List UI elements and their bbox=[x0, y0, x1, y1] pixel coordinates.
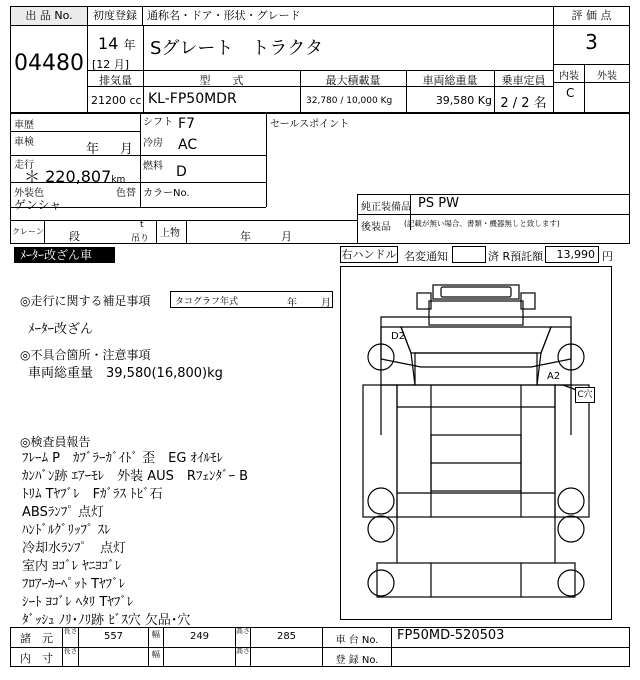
aircon: AC bbox=[178, 137, 198, 153]
inspection-label: 車検 bbox=[14, 137, 34, 148]
driving-header: ◎走行に関する補足事項 bbox=[20, 294, 151, 308]
tacho-year: 年 bbox=[287, 298, 297, 309]
equipment-label: 純正装備品 bbox=[361, 202, 411, 213]
displacement-label: 排気量 bbox=[99, 74, 132, 87]
crane-hang: 吊り bbox=[131, 234, 150, 244]
recycle-unit: 円 bbox=[602, 250, 613, 263]
interior-length-label: 長さ bbox=[63, 647, 78, 655]
tacho-label: タコグラフ年式 bbox=[175, 297, 239, 307]
right-handle: 右ハンドル bbox=[341, 248, 397, 261]
upper-label: 上物 bbox=[160, 228, 180, 239]
recycle-amount: 13,990 bbox=[545, 246, 599, 263]
chassis-label: 車 台 No. bbox=[335, 635, 379, 646]
model-label: 型 式 bbox=[199, 74, 244, 87]
interior-label: 内装 bbox=[559, 71, 579, 82]
height: 285 bbox=[276, 631, 297, 642]
inspector-line: 室内 ﾖｺﾞﾚ ﾔﾆﾖｺﾞﾚ bbox=[22, 559, 122, 574]
inspector-line: 冷却水ﾗﾝﾌﾟ 点灯 bbox=[22, 541, 127, 556]
crane-label: クレーン bbox=[12, 227, 44, 236]
recycle-label: 済 R預託額 bbox=[488, 250, 544, 263]
capacity: 2 / 2 名 bbox=[500, 96, 547, 111]
interior-height-label: 高さ bbox=[236, 647, 250, 655]
score: 3 bbox=[585, 30, 598, 54]
tampered-badge: ﾒｰﾀｰ改ざん車 bbox=[14, 247, 115, 263]
color-label: 外装色 bbox=[14, 188, 44, 199]
inspector-line: ｶﾝﾊﾞﾝ跡 ｴｱｰﾓﾚ 外装 AUS Rﾌｪﾝﾀﾞｰ B bbox=[22, 469, 249, 484]
displacement: 21200 cc bbox=[91, 94, 142, 107]
crane-ton: t bbox=[140, 220, 144, 230]
length-label: 長さ bbox=[63, 627, 78, 635]
mileage: ＊ 220,807km bbox=[24, 167, 126, 186]
inspector-line: ﾊﾝﾄﾞﾙｸﾞﾘｯﾌﾟ ｽﾚ bbox=[22, 523, 111, 538]
tacho-month: 月 bbox=[321, 298, 331, 309]
inspection-year-unit: 年 bbox=[86, 142, 100, 157]
first-reg-month: [12 月] bbox=[92, 58, 130, 71]
upper-month: 月 bbox=[281, 230, 292, 243]
inspector-line: ﾌﾛｱｰｶｰﾍﾟｯﾄ Tﾔﾌﾞﾚ bbox=[22, 577, 126, 592]
exterior-label: 外装 bbox=[597, 71, 617, 82]
inspector-line: ﾄﾘﾑ Tﾔﾌﾞﾚ Fｶﾞﾗｽ ﾄﾋﾞ石 bbox=[22, 487, 163, 502]
name-label: 通称名・ドア・形状・グレード bbox=[143, 7, 553, 26]
height-label: 高さ bbox=[236, 627, 250, 635]
inspector-line: ﾀﾞｯｼｭ ﾉﾘ･ﾉﾘ跡 ﾋﾞｽ穴 欠品･穴 bbox=[22, 613, 191, 628]
max-load: 32,780 / 10,000 Kg bbox=[306, 96, 393, 106]
capacity-label: 乗車定員 bbox=[501, 74, 546, 87]
interior-grade: C bbox=[566, 86, 575, 100]
max-load-label: 最大積載量 bbox=[325, 74, 381, 87]
vehicle-diagram bbox=[340, 266, 612, 620]
history-label: 車歴 bbox=[14, 120, 34, 131]
inspector-header: ◎検査員報告 bbox=[20, 435, 91, 449]
defects-header: ◎不具合箇所・注意事項 bbox=[20, 348, 151, 362]
driving-note: ﾒｰﾀｰ改ざん bbox=[28, 322, 94, 337]
lot-number: 04480 bbox=[11, 26, 88, 112]
interior-size-label: 内 寸 bbox=[20, 652, 53, 665]
shift-label: シフト bbox=[143, 117, 173, 128]
mileage-label: 走行 bbox=[14, 160, 34, 171]
specs-label: 諸 元 bbox=[20, 632, 53, 645]
upper-year: 年 bbox=[240, 230, 251, 243]
color-code-label: カラーNo. bbox=[143, 188, 190, 199]
diagram-mark-c: C穴 bbox=[575, 387, 595, 403]
lot-label: 出 品 No. bbox=[11, 7, 88, 26]
inspection-month-unit: 月 bbox=[120, 142, 134, 157]
truck-outline bbox=[341, 267, 611, 619]
gross-weight-label: 車両総重量 bbox=[422, 74, 478, 87]
fuel: D bbox=[176, 164, 187, 180]
shift: F7 bbox=[178, 116, 195, 132]
score-label: 評 価 点 bbox=[554, 7, 629, 26]
inspector-line: ABSﾗﾝﾌﾟ 点灯 bbox=[22, 505, 104, 520]
aftermarket-label: 後装品 bbox=[361, 222, 391, 233]
color: ゲンシャ bbox=[14, 198, 62, 212]
equipment: PS PW bbox=[418, 196, 459, 211]
model: KL-FP50MDR bbox=[148, 91, 237, 107]
width: 249 bbox=[189, 631, 210, 642]
name-change-label: 名変通知 bbox=[404, 250, 448, 263]
first-reg-label: 初度登録 bbox=[88, 7, 143, 26]
length: 557 bbox=[103, 631, 124, 642]
defects-note: 車両総重量 39,580(16,800)kg bbox=[28, 366, 223, 381]
inspector-line: ｼｰﾄ ﾖｺﾞﾚ ﾍﾀﾘ Tﾔﾌﾞﾚ bbox=[22, 595, 134, 610]
width-label: 幅 bbox=[152, 630, 160, 639]
crane-stage: 段 bbox=[69, 230, 80, 243]
aftermarket-note: (記載が無い場合、書類・機器無しと致します) bbox=[404, 219, 560, 228]
car-name: Sグレート トラクタ bbox=[150, 38, 324, 59]
inspector-line: ﾌﾚｰﾑ P ｶﾌﾞﾗｰｶﾞｲﾄﾞ 歪 EG ｵｲﾙﾓﾚ bbox=[22, 451, 224, 466]
first-reg-year: 14 年 bbox=[98, 34, 136, 53]
diagram-mark-a2: A2 bbox=[547, 371, 561, 382]
color-no-label: 色替 bbox=[116, 188, 136, 199]
gross-weight: 39,580 Kg bbox=[435, 94, 492, 107]
aircon-label: 冷房 bbox=[143, 138, 163, 149]
name-change-box bbox=[452, 246, 486, 263]
fuel-label: 燃料 bbox=[143, 161, 163, 172]
chassis-number: FP50MD-520503 bbox=[397, 628, 505, 643]
sales-label: セールスポイント bbox=[270, 119, 350, 130]
registration-label: 登 録 No. bbox=[335, 655, 379, 666]
diagram-mark-d2: D2 bbox=[391, 331, 406, 342]
interior-width-label: 幅 bbox=[152, 650, 160, 659]
